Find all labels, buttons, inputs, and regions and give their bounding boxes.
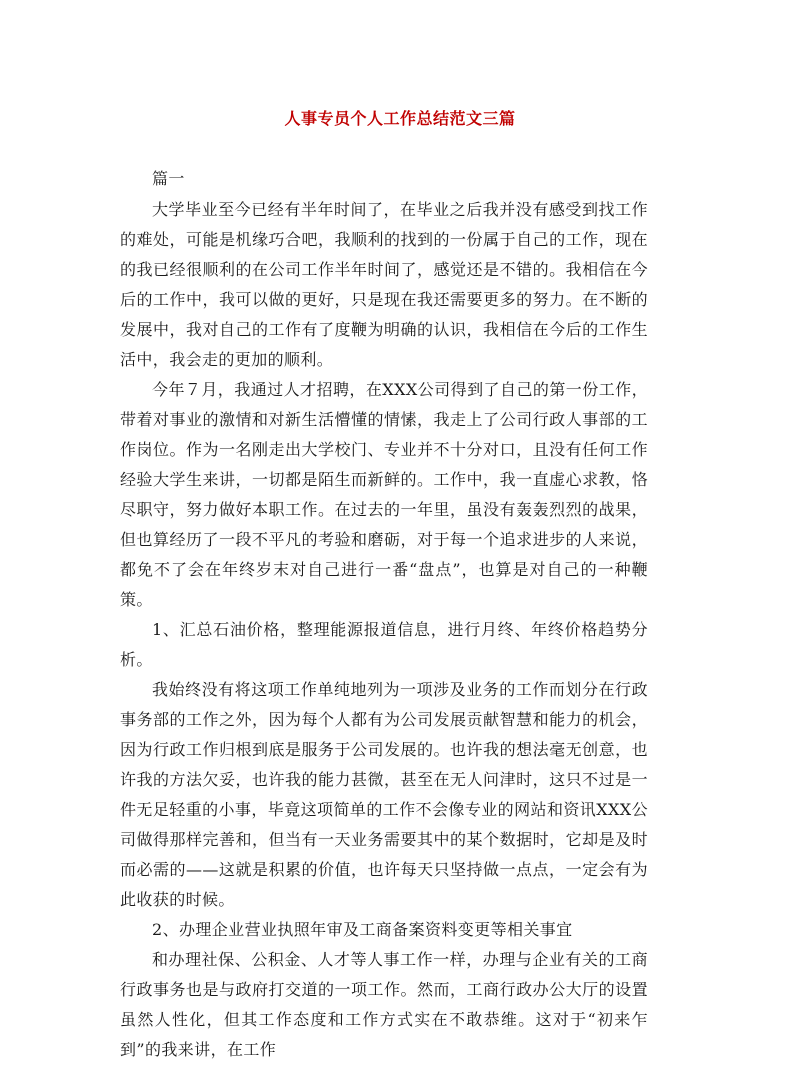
document-body [120,164,648,1065]
paragraph-item-1: 我始终没有将这项工作单纯地列为一项涉及业务的工作而划分在行政事务部的工作之外，因为每个人都有为公司发展贡献智慧和能力的机会，因为行政工作归根到底是服务于公司发展的。也许我的想法毫无创意，也许我的方法欠妥，也许我的能力甚微，甚至在无人问津时，这只不过是一件无足轻重的小事，毕竟这项简单的工作不会像专业的网站和资讯XXX公司做得那样完善和，但当有一天业务需要其中的某个数据时，它却是及时而必需的——这就是积累的价值，也许每天只坚持做一点点，一定会有为此收获的时候。 [120,680,648,909]
paragraph-july: 今年７月，我通过人才招聘，在XXX公司得到了自己的第一份工作，带着对事业的激情和对新生活懵懂的情愫，我走上了公司行政人事部的工作岗位。作为一名刚走出大学校门、专业并不十分对口，且没有任何工作经验大学生来讲，一切都是陌生而新鲜的。工作中，我一直虚心求教，恪尽职守，努力做好本职工作。在过去的一年里，虽没有轰轰烈烈的战果，但也算经历了一段不平凡的考验和磨砺，对于每一个追求进步的人来说，都免不了会在年终岁末对自己进行一番“盘点”，也算是对自己的一种鞭策。 [120,380,648,609]
heading-item-2: 2、办理企业营业执照年审及工商备案资料变更等相关事宜 [152,920,573,939]
heading-item-1: 1、汇总石油价格，整理能源报道信息，进行月终、年终价格趋势分析。 [120,620,648,669]
paragraph-intro: 大学毕业至今已经有半年时间了，在毕业之后我并没有感受到找工作的难处，可能是机缘巧合吧，我顺利的找到的一份属于自己的工作，现在的我已经很顺利的在公司工作半年时间了，感觉还是不错的。我相信在今后的工作中，我可以做的更好，只是现在我还需要更多的努力。在不断的发展中，我对自己的工作有了度鞭为明确的认识，我相信在今后的工作生活中，我会走的更加的顺利。 [120,200,648,369]
document-title: 人事专员个人工作总结范文三篇 [284,109,516,128]
paragraph-item-2: 和办理社保、公积金、人才等人事工作一样，办理与企业有关的工商行政事务也是与政府打交道的一项工作。然而，工商行政办公大厅的设置虽然人性化，但其工作态度和工作方式实在不敢恭维。这对于“初来乍到”的我来讲，在工作 [120,950,648,1059]
section-label: 篇一 [152,169,185,188]
